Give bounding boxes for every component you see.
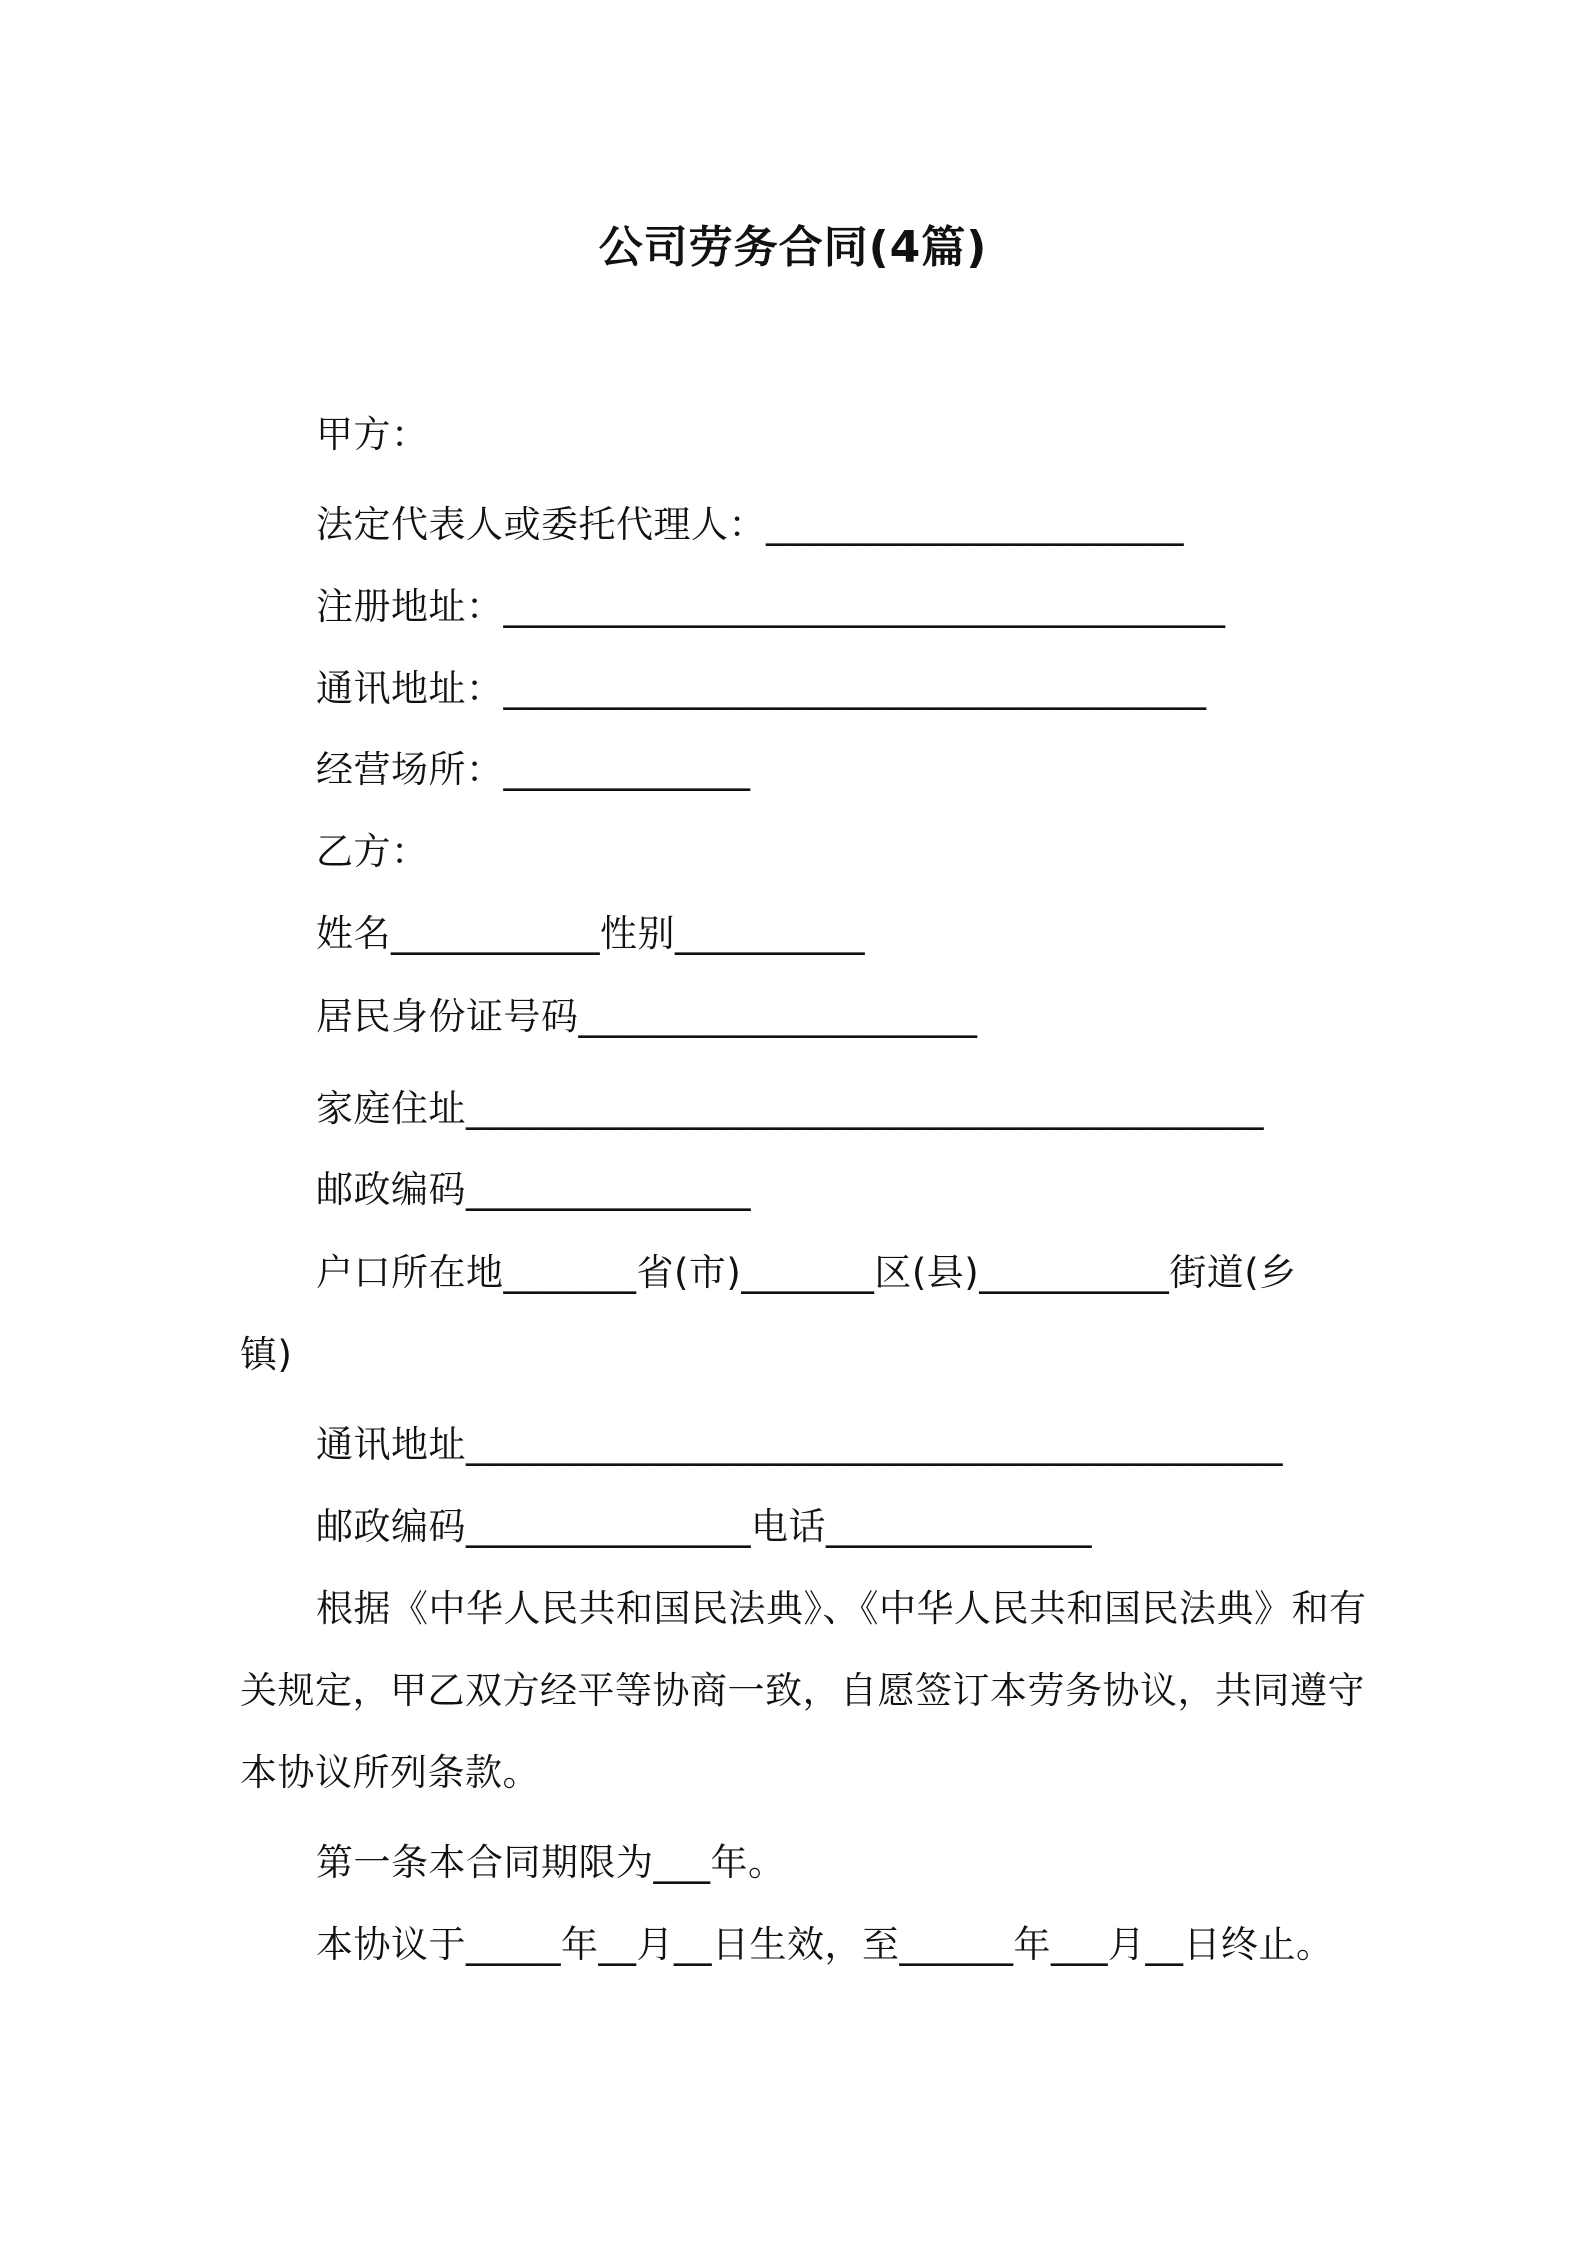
legal-representative-field: 法定代表人或委托代理人：______________________ [316,503,1184,546]
party-b-mailing-address-field: 通讯地址___________________________________________ [316,1423,1283,1466]
household-registration-field: 户口所在地_______省(市)_______区(县)__________街道(乡 [316,1251,1297,1294]
agreement-paragraph-line-3: 本协议所列条款。 [240,1751,540,1794]
business-premises-field: 经营场所：_____________ [316,748,751,791]
id-number-field: 居民身份证号码_____________________ [316,995,978,1038]
party-a-mailing-address-field: 通讯地址：_____________________________________ [316,667,1207,710]
party-b-label: 乙方： [316,830,429,873]
article-one-term: 第一条本合同期限为___年。 [316,1841,786,1884]
effective-date-line: 本协议于_____年__月__日生效，至______年___月__日终止。 [316,1923,1334,1966]
agreement-paragraph-line-2: 关规定，甲乙双方经平等协商一致，自愿签订本劳务协议，共同遵守 [240,1669,1365,1712]
registered-address-field: 注册地址：______________________________________ [316,585,1226,628]
home-address-field: 家庭住址__________________________________________ [316,1087,1264,1130]
agreement-paragraph-line-1: 根据《中华人民共和国民法典》、《中华人民共和国民法典》和有 [316,1587,1367,1630]
party-a-label: 甲方： [316,413,429,456]
name-gender-field: 姓名___________性别__________ [316,912,865,955]
household-registration-continuation: 镇) [240,1333,293,1376]
postal-code-phone-field: 邮政编码_______________电话______________ [316,1505,1092,1548]
postal-code-field: 邮政编码_______________ [316,1168,751,1211]
document-title: 公司劳务合同(4篇) [598,222,988,273]
